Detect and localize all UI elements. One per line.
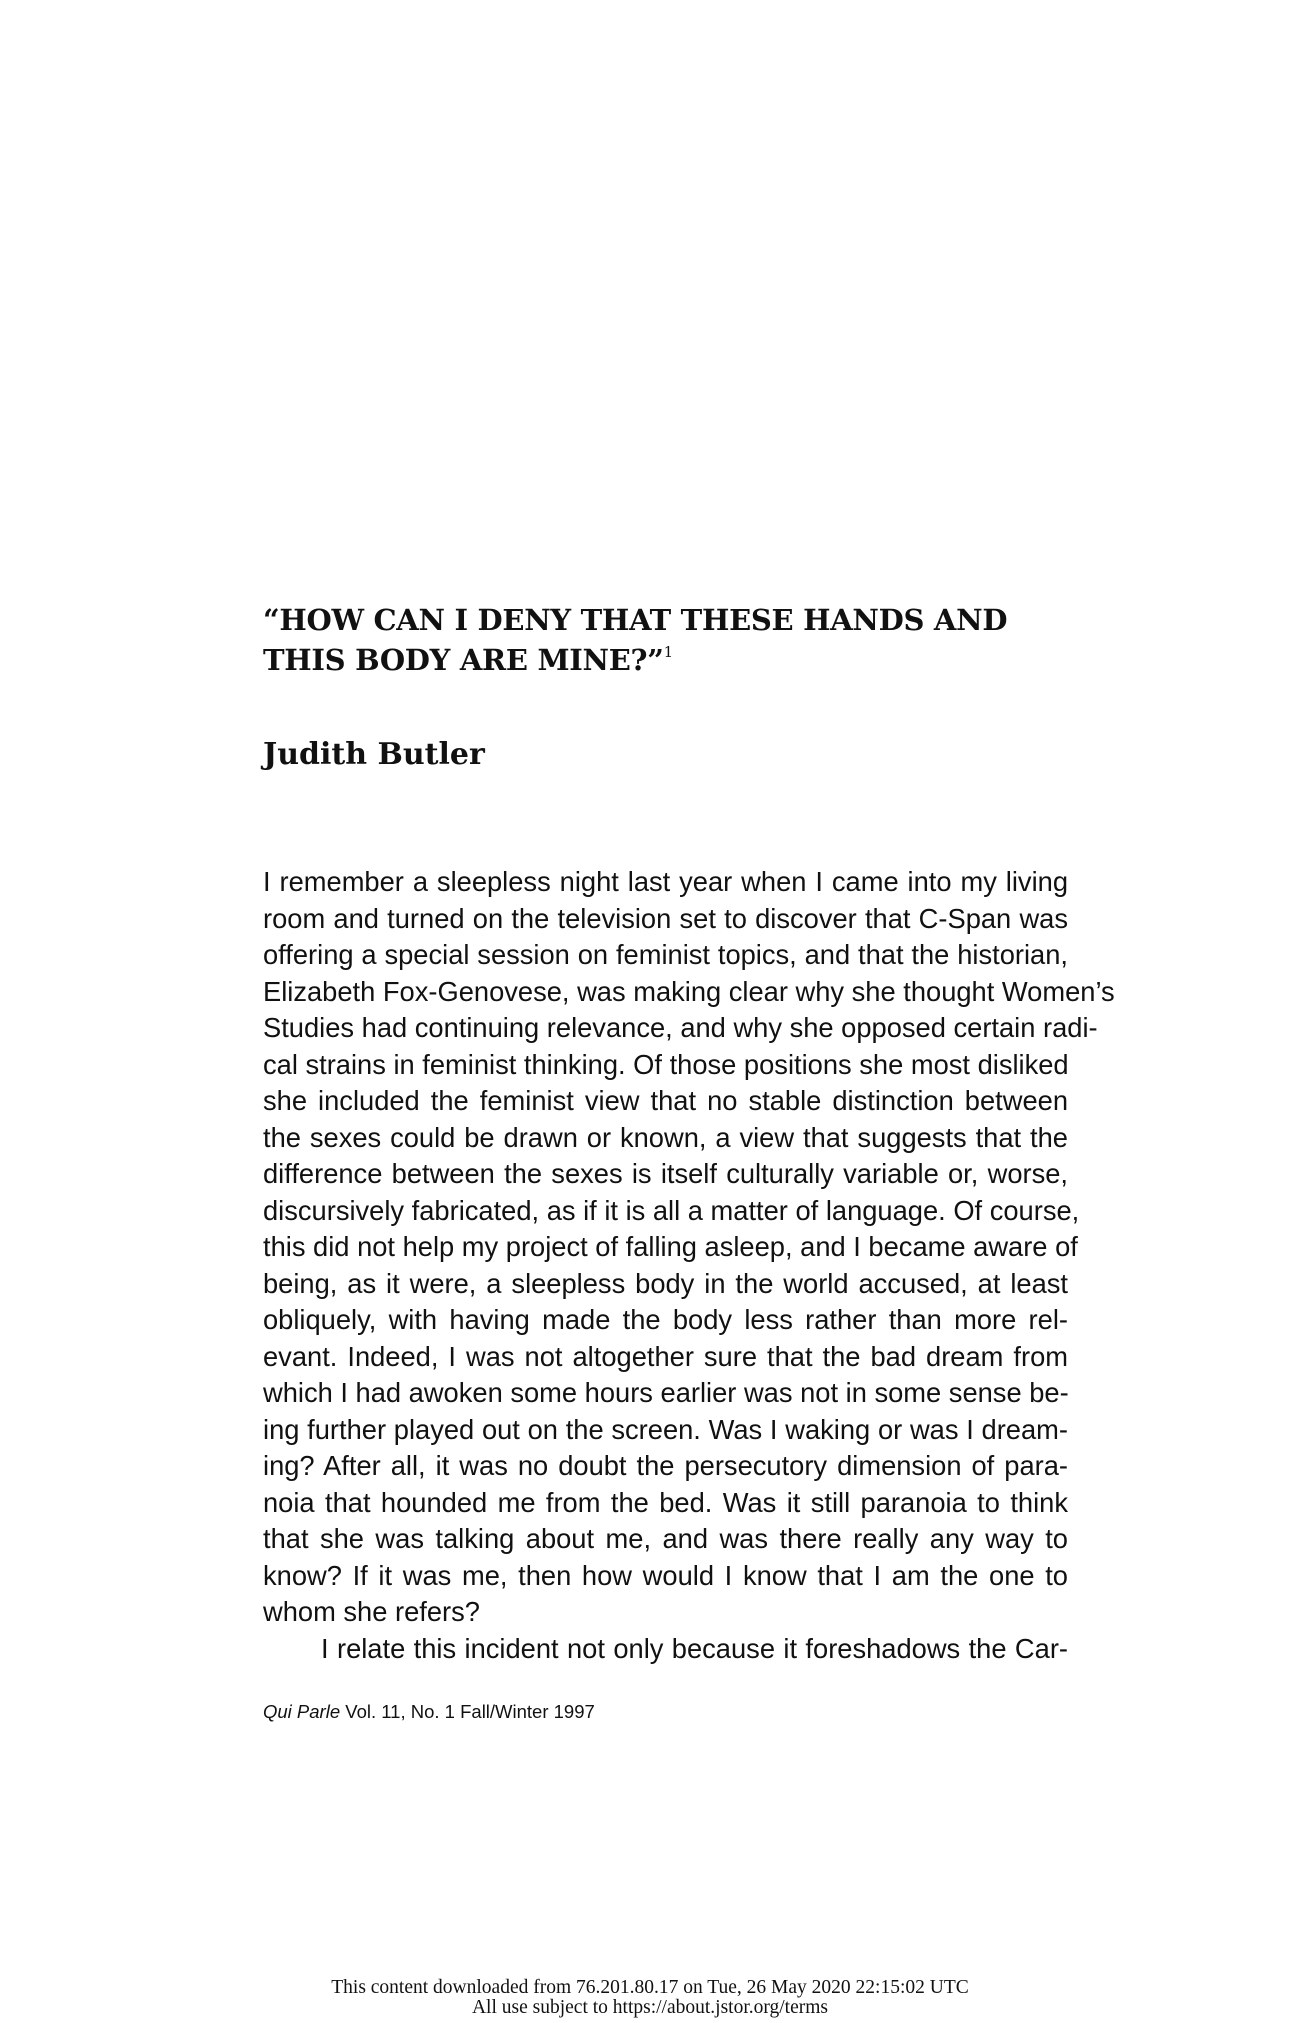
body-line: the sexes could be drawn or known, a view that suggests that the bbox=[263, 1121, 1068, 1153]
body-line: discursively fabricated, as if it is all a matter of language. Of course, bbox=[263, 1194, 1080, 1226]
body-line: I remember a sleepless night last year when I came into my living bbox=[263, 866, 1068, 897]
body-line: that she was talking about me, and was there really any way to bbox=[263, 1523, 1068, 1554]
terms-link[interactable]: All use subject to https://about.jstor.org/terms bbox=[471, 1997, 829, 2018]
body-line: room and turned on the television set to discover that C-Span was bbox=[263, 902, 1068, 934]
journal-citation bbox=[263, 1700, 595, 1724]
body-line: ing? After all, it was no doubt the persecutory dimension of para- bbox=[263, 1450, 1068, 1481]
body-line: evant. Indeed, I was not altogether sure that the bad dream from bbox=[263, 1340, 1068, 1372]
body-line: whom she refers? bbox=[263, 1596, 480, 1627]
journal-name: Qui Parle bbox=[263, 1701, 341, 1722]
author-name: Judith Butler bbox=[263, 737, 485, 772]
download-notice-line-1: This content downloaded from 76.201.80.17 on Tue, 26 May 2020 22:15:02 UTC bbox=[331, 1977, 969, 1998]
body-line: being, as it were, a sleepless body in the world accused, at least bbox=[263, 1267, 1068, 1299]
body-line: cal strains in feminist thinking. Of those positions she most disliked bbox=[263, 1048, 1069, 1080]
body-line: this did not help my project of falling asleep, and I became aware of bbox=[263, 1231, 1078, 1262]
title-footnote-ref[interactable]: 1 bbox=[663, 643, 673, 661]
body-line: she included the feminist view that no stable distinction between bbox=[263, 1085, 1068, 1116]
body-line: Studies had continuing relevance, and why she opposed certain radi- bbox=[263, 1012, 1098, 1043]
article-body bbox=[263, 864, 1115, 1667]
body-line-paragraph-start: I relate this incident not only because it foreshadows the Car- bbox=[321, 1632, 1068, 1664]
body-line: Elizabeth Fox-Genovese, was making clear why she thought Women’s bbox=[263, 975, 1115, 1007]
journal-issue: Vol. 11, No. 1 Fall/Winter 1997 bbox=[345, 1701, 595, 1722]
body-line: which I had awoken some hours earlier was not in some sense be- bbox=[263, 1377, 1069, 1408]
body-line: difference between the sexes is itself culturally variable or, worse, bbox=[263, 1158, 1068, 1189]
article-title bbox=[263, 600, 1163, 680]
title-line-1: “HOW CAN I DENY THAT THESE HANDS AND bbox=[263, 603, 1008, 637]
body-line: noia that hounded me from the bed. Was it still paranoia to think bbox=[263, 1486, 1068, 1518]
title-line-2-text: THIS BODY ARE MINE?” bbox=[263, 643, 664, 677]
body-line: obliquely, with having made the body less rather than more rel- bbox=[263, 1304, 1068, 1335]
title-line-2 bbox=[263, 640, 1163, 680]
download-notice bbox=[0, 1978, 1300, 2018]
body-line: offering a special session on feminist topics, and that the historian, bbox=[263, 939, 1068, 970]
body-line: know? If it was me, then how would I know that I am the one to bbox=[263, 1559, 1068, 1591]
body-line: ing further played out on the screen. Was I waking or was I dream- bbox=[263, 1413, 1068, 1445]
